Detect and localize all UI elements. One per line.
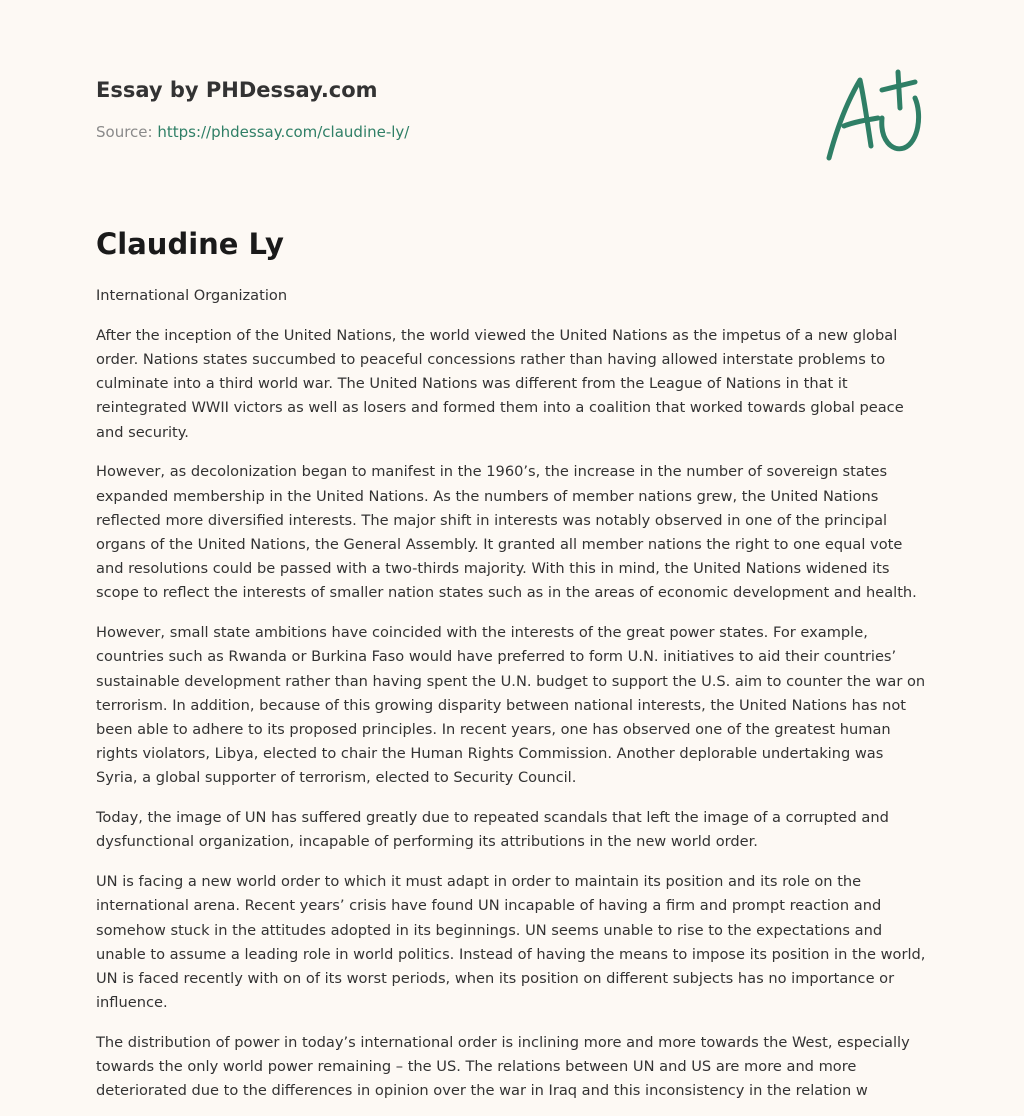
essay-paragraph: The distribution of power in today’s international order is inclining more and more towards the West, especially towards the only world power remaining – the US. The relations between UN and US are more and more deteriorated due to the differences in opinion over the war in Iraq and this inconsistency in the relation w bbox=[96, 1034, 910, 1100]
essay-subtitle: International Organization bbox=[96, 287, 288, 304]
essay-paragraph: However, as decolonization began to manifest in the 1960’s, the increase in the number of sovereign states expanded membership in the United Nations. As the numbers of member nations grew, the United Nations reflected more diversified interests. The major shift in interests was notably observed in one of the principal organs of the United Nations, the General Assembly. It granted all member nations the right to one equal vote and resolutions could be passed with a two-thirds majority. With this in mind, the United Nations widened its scope to reflect the interests of smaller nation states such as in the areas of economic development and health. bbox=[96, 463, 917, 602]
essay-header bbox=[96, 76, 656, 142]
essay-body bbox=[96, 284, 928, 1116]
source-line bbox=[96, 122, 656, 142]
essay-paragraph: UN is facing a new world order to which it must adapt in order to maintain its position and its role on the international arena. Recent years’ crisis have found UN incapable of having a firm and prompt reaction and somehow stuck in the attitudes adopted in its beginnings. UN seems unable to rise to the expectations and unable to assume a leading role in world politics. Instead of having the means to impose its position in the world, UN is faced recently with on of its worst periods, when its position on different subjects has no importance or influence. bbox=[96, 873, 926, 1012]
source-link[interactable]: https://phdessay.com/claudine-ly/ bbox=[157, 123, 410, 141]
essay-title: Claudine Ly bbox=[96, 227, 284, 261]
essay-paragraph: Today, the image of UN has suffered greatly due to repeated scandals that left the image of a corrupted and dysfunctional organization, incapable of performing its attributions in the new world order. bbox=[96, 809, 889, 851]
site-brand[interactable]: Essay by PHDessay.com bbox=[96, 78, 378, 102]
a-plus-icon bbox=[822, 68, 926, 164]
source-label: Source: bbox=[96, 123, 158, 141]
essay-paragraph: However, small state ambitions have coincided with the interests of the great power states. For example, countries such as Rwanda or Burkina Faso would have preferred to form U.N. initiatives to aid their countries’ sustainable development rather than having spent the U.N. budget to support the U.S. aim to counter the war on terrorism. In addition, because of this growing disparity between national interests, the United Nations has not been able to adhere to its proposed principles. In recent years, one has observed one of the greatest human rights violators, Libya, elected to chair the Human Rights Commission. Another deplorable undertaking was Syria, a global supporter of terrorism, elected to Security Council. bbox=[96, 624, 926, 787]
essay-paragraph: After the inception of the United Nations, the world viewed the United Nations as the impetus of a new global order. Nations states succumbed to peaceful concessions rather than having allowed interstate problems to culminate into a third world war. The United Nations was different from the League of Nations in that it reintegrated WWII victors as well as losers and formed them into a coalition that worked towards global peace and security. bbox=[96, 326, 904, 441]
